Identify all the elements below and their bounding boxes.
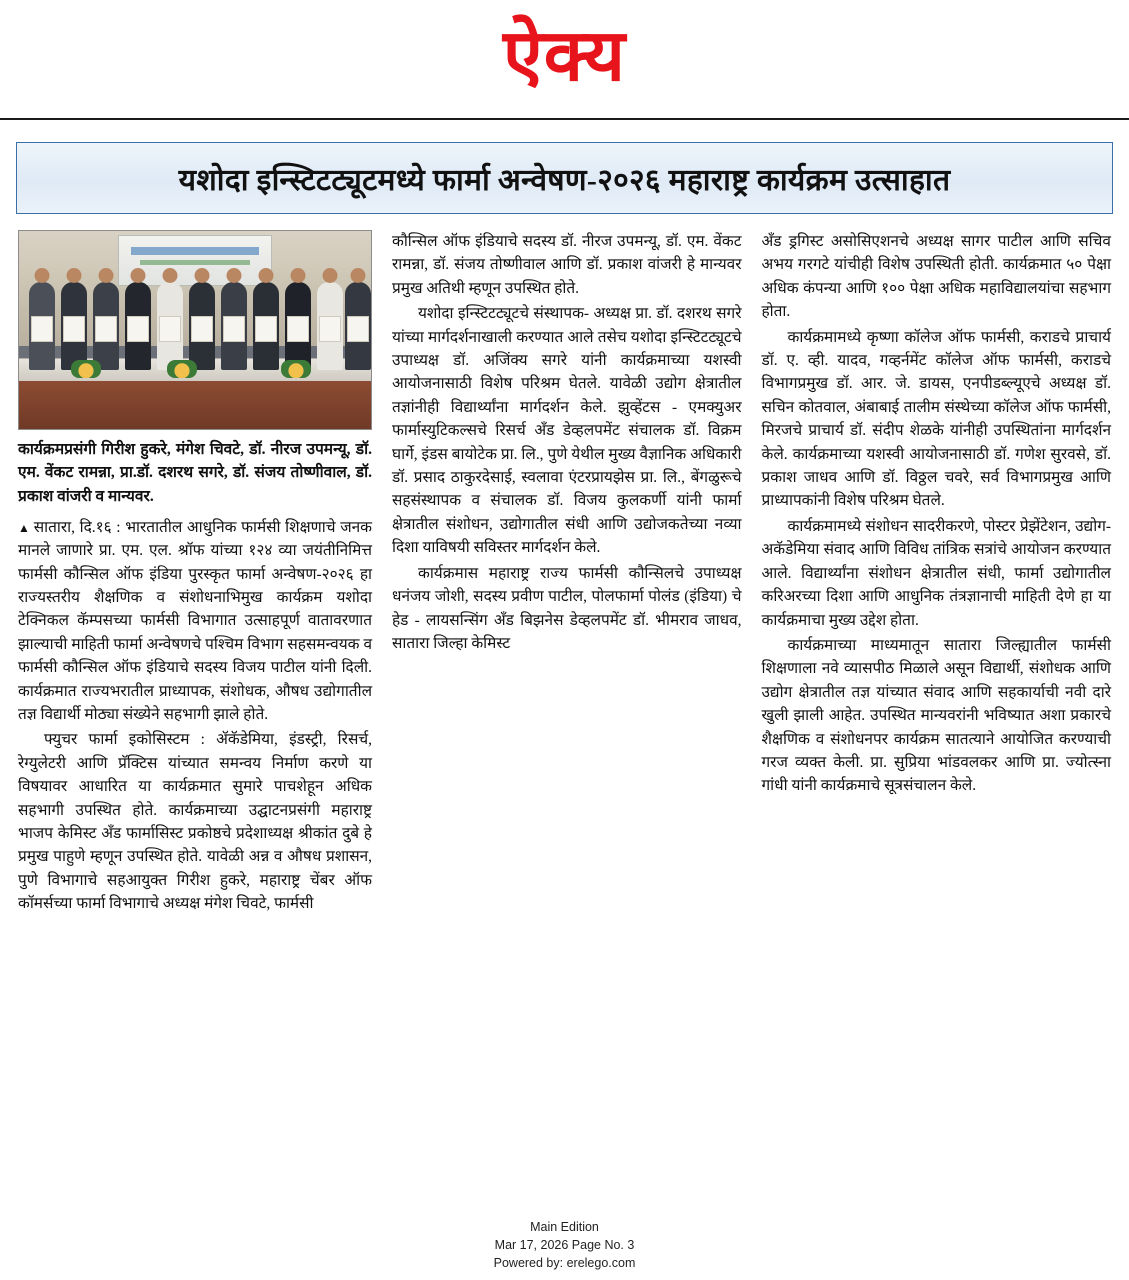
photo-person-head xyxy=(323,268,338,283)
paragraph: अँड ड्रगिस्ट असोसिएशनचे अध्यक्ष सागर पाटील आणि सचिव अभय गरगटे यांचीही विशेष उपस्थिती होती. कार्यक्रमात ५० पेक्षा अधिक कंपन्या आणि १०० पेक्षा अधिक महाविद्यालयांचा सहभाग होता. xyxy=(761,233,1111,321)
photo-flower-arrangement xyxy=(167,360,197,378)
masthead-logo: ऐक्य xyxy=(502,16,627,96)
photo-person-head xyxy=(259,268,274,283)
paragraph: कौन्सिल ऑफ इंडियाचे सदस्य डॉ. नीरज उपमन्यू, डॉ. एम. वेंकट रामन्ना, डॉ. संजय तोष्णीवाल आणि डॉ. प्रकाश वांजरी हे मान्यवर प्रमुख अतिथी म्हणून उपस्थित होते. xyxy=(392,233,742,297)
column-middle xyxy=(392,230,742,1220)
photo-person xyxy=(345,282,371,370)
masthead-divider xyxy=(0,118,1129,120)
photo-person-document xyxy=(191,316,213,342)
photo-person xyxy=(285,282,311,370)
photo-person-document xyxy=(347,316,369,342)
paragraph: कार्यक्रमाच्या माध्यमातून सातारा जिल्ह्यातील फार्मसी शिक्षणाला नवे व्यासपीठ मिळाले असून विद्यार्थी, संशोधक आणि उद्योग क्षेत्रातील तज्ञ यांच्यात संवाद आणि सहकार्याची नवी दारे खुली झाली आहेत. उपस्थित मान्यवरांनी भविष्यात अशा प्रकारचे शैक्षणिक व संशोधनपर कार्यक्रम सातत्याने आयोजित करण्याची गरज व्यक्त केली. प्रा. सुप्रिया भांडवलकर आणि प्रा. ज्योत्स्ना गांधी यांनी कार्यक्रमाचे सूत्रसंचालन केले. xyxy=(761,636,1111,795)
photo-person xyxy=(93,282,119,370)
photo-person xyxy=(61,282,87,370)
photo-person-head xyxy=(227,268,242,283)
photo-person-document xyxy=(319,316,341,342)
photo-person-document xyxy=(223,316,245,342)
page-footer xyxy=(0,1218,1129,1272)
paragraph: कार्यक्रमास महाराष्ट्र राज्य फार्मसी कौन्सिलचे उपाध्यक्ष धनंजय जोशी, सदस्य प्रवीण पाटील, पोलफार्मा पोलंड (इंडिया) चे हेड - लायसन्सिंग अँड बिझनेस डेव्हलपमेंट डॉ. भीमराव जाधव, सातारा जिल्हा केमिस्ट xyxy=(392,564,742,652)
photo-person-head xyxy=(195,268,210,283)
photo-flower-arrangement xyxy=(281,360,311,378)
article-photo xyxy=(18,230,372,430)
column-left xyxy=(18,230,372,1220)
page-title: यशोदा इन्स्टिटट्यूटमध्ये फार्मा अन्वेषण-२०२६ महाराष्ट्र कार्यक्रम उत्साहात xyxy=(178,163,951,197)
photo-person-document xyxy=(95,316,117,342)
column-middle-text xyxy=(392,230,742,655)
photo-person-document xyxy=(287,316,309,342)
paragraph-text: सातारा, दि.१६ : भारतातील आधुनिक फार्मसी शिक्षणाचे जनक मानले जाणारे प्रा. एम. एल. श्रॉफ यांच्या १२४ व्या जयंतीनिमित्त फार्मसी कौन्सिल ऑफ इंडिया पुरस्कृत फार्मा अन्वेषण-२०२६ हा राज्यस्तरीय शैक्षणिक व संशोधनाभिमुख कार्यक्रम यशोदा टेक्निकल कॅम्पसच्या फार्मसी विभागात उत्साहपूर्ण वातावरणात झाल्याची माहिती फार्मा अन्वेषणचे पश्चिम विभाग सहसमन्वयक व फार्मसी कौन्सिल ऑफ इंडियाचे सदस्य विजय पाटील यांनी दिली. कार्यक्रमात राज्यभरातील प्राध्यापक, संशोधक, औषध उद्योगातील तज्ञ विद्यार्थी मोठ्या संख्येने सहभागी झाले होते. xyxy=(18,518,372,723)
powered-by-label: Powered by: erelego.com xyxy=(493,1255,636,1270)
photo-person-head xyxy=(163,268,178,283)
photo-person-head xyxy=(351,268,366,283)
photo-person-head xyxy=(67,268,82,283)
photo-flower-arrangement xyxy=(71,360,101,378)
photo-person xyxy=(125,282,151,370)
photo-person xyxy=(189,282,215,370)
photo-person-document xyxy=(63,316,85,342)
photo-person xyxy=(221,282,247,370)
date-page-label: Mar 17, 2026 Page No. 3 xyxy=(494,1237,635,1252)
paragraph-dateline xyxy=(18,516,372,727)
paragraph: कार्यक्रमामध्ये कृष्णा कॉलेज ऑफ फार्मसी, कराडचे प्राचार्य डॉ. ए. व्ही. यादव, गव्हर्नमेंट कॉलेज ऑफ फार्मसी, कराडचे विभागप्रमुख डॉ. आर. जे. डायस, एनपीडब्ल्यूएचे अध्यक्ष डॉ. सचिन कोतवाल, अंबाबाई तालीम संस्थेच्या कॉलेज ऑफ फार्मसी, मिरजचे प्राचार्य डॉ. संदीप शेळके यांनीही उपस्थितांना मार्गदर्शन केले. कार्यक्रमाच्या यशस्वी आयोजनासाठी डॉ. गणेश सुरवसे, डॉ. प्रकाश जाधव आणि डॉ. विठ्ठल चवरे, सर्व विभागप्रमुख आणि प्राध्यापकांनी विशेष परिश्रम घेतले. xyxy=(761,328,1111,510)
photo-person xyxy=(253,282,279,370)
column-left-text xyxy=(18,516,372,916)
photo-person-document xyxy=(31,316,53,342)
photo-person-document xyxy=(159,316,181,342)
paragraph: कार्यक्रमामध्ये संशोधन सादरीकरणे, पोस्टर प्रेझेंटेशन, उद्योग-अकॅडेमिया संवाद आणि विविध तांत्रिक सत्रांचे आयोजन करण्यात आले. विद्यार्थ्यांना संशोधन क्षेत्रातील संधी, फार्मा उद्योगातील करिअरच्या दिशा आणि आधुनिक तंत्रज्ञानाची माहिती देणे हा या कार्यक्रमाचा मुख्य उद्देश होता. xyxy=(761,517,1111,629)
paragraph: यशोदा इन्स्टिटट्यूटचे संस्थापक- अध्यक्ष प्रा. डॉ. दशरथ सगरे यांच्या मार्गदर्शनाखाली करण्यात आले तसेच यशोदा इन्स्टिटट्यूटचे उपाध्यक्ष डॉ. अजिंक्य सगरे यांनी कार्यक्रमाच्या यशस्वी आयोजनासाठी विशेष परिश्रम घेतले. यावेळी उद्योग क्षेत्रातील तज्ञांनीही विद्यार्थ्यांना मार्गदर्शन केले. झुव्हेंटस - एमक्युअर फार्मास्युटिकल्सचे रिसर्च अँड डेव्हलपमेंट संचालक डॉ. विक्रम घार्गे, इंडस बायोटेक प्रा. लि., पुणे येथील मुख्य वैज्ञानिक अधिकारी डॉ. प्रसाद ठाकुरदेसाई, स्वलावा एंटरप्रायझेस प्रा. लि., बेंगळुरूचे सहसंस्थापक व संचालक डॉ. विजय कुलकर्णी यांनी फार्मा क्षेत्रातील संशोधन, उद्योगातील संधी आणि उद्योजकतेच्या नव्या दिशा याविषयी सविस्तर मार्गदर्शन केले. xyxy=(392,305,742,557)
column-right xyxy=(762,230,1112,1220)
masthead xyxy=(0,0,1129,118)
article-body xyxy=(18,230,1111,1220)
photo-caption: कार्यक्रमप्रसंगी गिरीश हुकरे, मंगेश चिवटे, डॉ. नीरज उपमन्यू, डॉ. एम. वेंकट रामन्ना, प्रा.डॉ. दशरथ सगरे, डॉ. संजय तोष्णीवाल, डॉ. प्रकाश वांजरी व मान्यवर. xyxy=(18,441,372,505)
edition-label: Main Edition xyxy=(530,1219,599,1234)
photo-person-head xyxy=(131,268,146,283)
column-right-text xyxy=(762,230,1112,798)
photo-person xyxy=(29,282,55,370)
photo-person xyxy=(317,282,343,370)
photo-person-document xyxy=(255,316,277,342)
photo-person-document xyxy=(127,316,149,342)
photo-person-head xyxy=(35,268,50,283)
photo-person-head xyxy=(291,268,306,283)
photo-stage xyxy=(19,381,371,429)
headline-band xyxy=(16,142,1113,214)
photo-person-head xyxy=(99,268,114,283)
photo-person xyxy=(157,282,183,370)
paragraph: फ्युचर फार्मा इकोसिस्टम : ॲकॅडेमिया, इंडस्ट्री, रिसर्च, रेग्युलेटरी आणि प्रॅक्टिस यांच्यात समन्वय निर्माण करणे या विषयावर आधारित या कार्यक्रमात सुमारे पाचशेहून अधिक सहभागी उपस्थित होते. कार्यक्रमाच्या उद्घाटनप्रसंगी महाराष्ट्र भाजप केमिस्ट अँड फार्मासिस्ट प्रकोष्ठचे प्रदेशाध्यक्ष श्रीकांत दुबे हे प्रमुख पाहुणे म्हणून उपस्थित होते. यावेळी अन्न व औषध प्रशासन, पुणे विभागाचे सहआयुक्त गिरीश हुकरे, महाराष्ट्र चेंबर ऑफ कॉमर्सच्या फार्मा विभागाचे अध्यक्ष मंगेश चिवटे, फार्मसी xyxy=(18,731,372,913)
bullet-triangle-icon: ▲ xyxy=(18,520,31,535)
